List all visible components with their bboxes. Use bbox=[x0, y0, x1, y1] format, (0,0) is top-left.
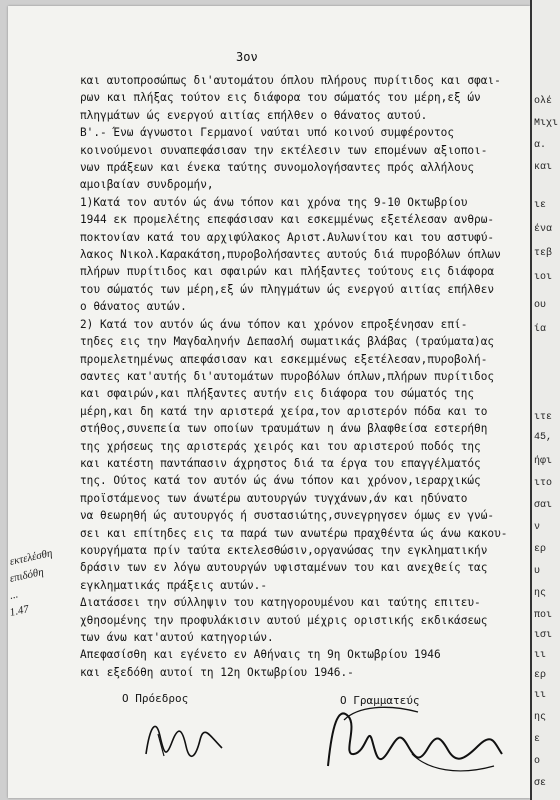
text-line: ρων και πλήξας τούτον εις διάφορα του σώματός του μέρη,εξ ών bbox=[80, 91, 481, 105]
handwritten-margin-note bbox=[8, 547, 70, 622]
margin-note-line: ... bbox=[8, 588, 20, 602]
adjacent-page-text: ιτο bbox=[534, 478, 553, 489]
adjacent-page-text: ιι bbox=[534, 650, 547, 661]
text-line: της χρήσεως της αριστεράς χειρός και του αριστερού ποδός της bbox=[80, 439, 481, 453]
secretary-signature bbox=[308, 696, 508, 786]
president-signature bbox=[138, 706, 228, 766]
adjacent-page-text: ιοι bbox=[534, 272, 553, 283]
text-line: πληγμάτων ώς ενεργού αιτίας επήλθεν ο θάνατος αυτού. bbox=[80, 108, 428, 122]
adjacent-page-text: ο bbox=[534, 756, 541, 767]
adjacent-page-text: σε bbox=[534, 778, 547, 789]
text-line: των άνω κατ'αυτού κατηγοριών. bbox=[80, 631, 274, 644]
text-line: τηδες εις την Μαγδαληνήν Δεπασλή σωματικάς βλάβας (τραύματα)ας bbox=[80, 335, 495, 349]
text-line: 2) Κατά τον αυτόν ώς άνω τόπον και χρόνον επροξένησαν επί- bbox=[80, 317, 468, 331]
margin-note-line: εκτελέσθη bbox=[8, 547, 54, 568]
text-line: μέρη,και δη κατά την αριστερά χείρα,τον αριστερόν πόδα και το bbox=[80, 404, 488, 418]
adjacent-page-text: και bbox=[534, 162, 553, 173]
adjacent-page-text: ισι bbox=[534, 630, 553, 641]
adjacent-page-text: ιε bbox=[534, 200, 547, 211]
adjacent-page-text: α. bbox=[534, 140, 547, 151]
adjacent-page-text: 45, bbox=[534, 432, 553, 443]
adjacent-page-text: τεβ bbox=[534, 248, 553, 259]
adjacent-page-text: Μιχι bbox=[534, 118, 559, 129]
text-line: Β'.- Ένω άγνωστοι Γερμανοί ναύται υπό κοινού συμφέροντος bbox=[80, 126, 455, 140]
adjacent-page-text: σαι bbox=[534, 500, 553, 511]
text-line: σει και επίτηδες εις τα παρά των ανωτέρω πραχθέντα ώς άνω κακου- bbox=[80, 526, 508, 540]
adjacent-page-text: ήφι bbox=[534, 456, 553, 467]
president-signature-block bbox=[122, 692, 188, 705]
adjacent-page-text: ε bbox=[534, 734, 541, 745]
text-line: νων πράξεων και ένεκα ταύτης συνομολογήσαντες πρός αλλήλους bbox=[80, 161, 475, 175]
page-number: 3ον bbox=[236, 50, 258, 64]
adjacent-page-text: ερ bbox=[534, 670, 547, 681]
text-line: Απεφασίσθη και εγένετο εν Αθήναις τη 9η Οκτωβρίου 1946 bbox=[80, 648, 441, 662]
text-line: και εξεδόθη αυτοί τη 12η Οκτωβρίου 1946.- bbox=[80, 665, 354, 679]
text-line: προμελετημένως απεφάσισαν και εσκεμμένως εξετέλεσαν,πυροβολή- bbox=[80, 352, 488, 366]
text-line: 1)Κατά τον αυτόν ώς άνω τόπον και χρόνα της 9-10 Οκτωβρίου bbox=[80, 195, 468, 209]
document-body bbox=[80, 72, 520, 681]
text-line: αμοιβαίαν συνδρομήν, bbox=[80, 178, 214, 192]
adjacent-page-text: ένα bbox=[534, 224, 553, 235]
text-line: της. Ούτος κατά τον αυτόν ώς άνω τόπον και χρόνον,ιεραρχικώς bbox=[80, 474, 481, 488]
text-line: λακος Νικολ.Καρακάτση,πυροβολήσαντες αυτούς διά πυροβόλων όπλων bbox=[80, 248, 501, 262]
text-line: και σφαιρών,και πλήξαντες αυτήν εις διάφορα του σώματός της bbox=[80, 387, 475, 401]
text-line: κοινούμενοι συναπεφάσισαν την εκτέλεσιν των επομένων αξιοποι- bbox=[80, 143, 488, 157]
margin-note-line: επιδόθη bbox=[8, 565, 45, 585]
adjacent-page-text: ης bbox=[534, 588, 547, 599]
adjacent-page-text: ης bbox=[534, 712, 547, 723]
adjacent-page-text: ιι bbox=[534, 690, 547, 701]
document-page bbox=[8, 6, 530, 798]
adjacent-page-text: ν bbox=[534, 522, 541, 533]
text-line: Διατάσσει την σύλληψιν του κατηγορουμένου και ταύτης επιτευ- bbox=[80, 596, 481, 610]
text-line: 1944 εκ προμελέτης επεφάσισαν και εσκεμμένως εξετέλεσαν ανθρω- bbox=[80, 213, 495, 227]
text-line: κουργήματα πρίν ταύτα εκτελεσθώσιν,οργανώσας την εγκληματικήν bbox=[80, 543, 488, 557]
text-line: ο θάνατος αυτών. bbox=[80, 300, 187, 314]
adjacent-page-text: ποι bbox=[534, 610, 553, 621]
text-line: πλήρων πυρίτιδος και σφαιρών και πλήξαντες τούτους εις διάφορα bbox=[80, 265, 495, 279]
text-line: ποκτονίαν κατά του αρχιφύλακος Αριστ.Αυλωνίτου και του αστυφύ- bbox=[80, 230, 495, 244]
adjacent-page-edge bbox=[530, 0, 560, 800]
text-line: δράσιν των εν λόγω αυτουργών υφισταμένων του και ανεχθείς τας bbox=[80, 561, 488, 575]
text-line: να θεωρηθή ώς αυτουργός ή συστασιώτης,συνεγρηγσεν όμως εν γνώ- bbox=[80, 509, 495, 523]
adjacent-page-text: ία bbox=[534, 324, 547, 335]
margin-note-line: 1.47 bbox=[8, 603, 30, 619]
text-line: στήθος,συνεπεία των οποίων τραυμάτων η άνω βλαφθείσα εστερήθη bbox=[80, 422, 488, 436]
text-line: προϊστάμενος των άνωτέρω αυτουργών τυγχάνων,άν και ηδύνατο bbox=[80, 491, 468, 505]
adjacent-page-text: υ bbox=[534, 566, 541, 577]
text-line: και κατέστη παντάπασιν άχρηστος διά τα έργα του επαγγέλματός bbox=[80, 456, 481, 470]
text-line: σαντες κατ'αυτής δι'αυτομάτων πυροβόλων όπλων,πλήρων πυρίτιδος bbox=[80, 369, 495, 383]
text-line: χθησομένης την προφυλάκισιν αυτού μέχρις οριστικής εκδικάσεως bbox=[80, 613, 488, 627]
president-label: Ο Πρόεδρος bbox=[122, 692, 189, 705]
text-line: εγκληματικάς πράξεις αυτών.- bbox=[80, 578, 268, 592]
adjacent-page-text: ολέ bbox=[534, 96, 553, 107]
adjacent-page-text: ιτε bbox=[534, 412, 553, 423]
text-line: του σώματός των μέρη,εξ ών πληγμάτων ώς ενεργού αιτίας επήλθεν bbox=[80, 282, 495, 296]
adjacent-page-text: ερ bbox=[534, 544, 547, 555]
text-line: και αυτοπροσώπως δι'αυτομάτου όπλου πλήρους πυρίτιδος και σφαι- bbox=[80, 74, 501, 87]
secretary-label: Ο Γραμματεύς bbox=[340, 694, 420, 707]
adjacent-page-text: ου bbox=[534, 300, 547, 311]
